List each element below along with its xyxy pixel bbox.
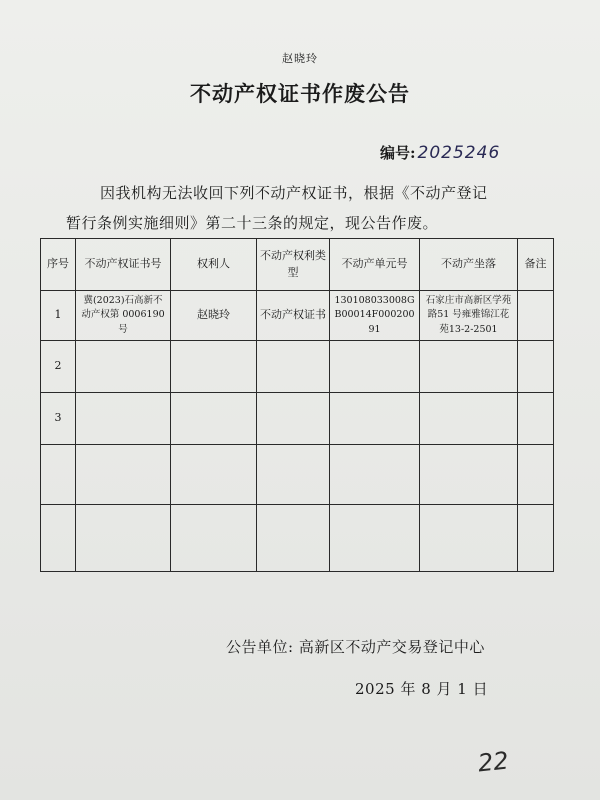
location-cell (420, 341, 518, 393)
unit-number-cell (330, 341, 420, 393)
intro-line-2: 暂行条例实施细则》第二十三条的规定，现公告作废。 (66, 214, 439, 232)
unit-number-cell (330, 393, 420, 445)
remark-cell (518, 393, 554, 445)
remark-cell (518, 341, 554, 393)
holder-cell (171, 445, 257, 505)
intro-line-1: 因我机构无法收回下列不动产权证书，根据《不动产登记 (100, 184, 488, 202)
right-type-cell (257, 445, 330, 505)
holder-cell (171, 393, 257, 445)
remark-cell (518, 445, 554, 505)
row-index: 1 (41, 291, 76, 341)
column-header: 序号 (41, 239, 76, 291)
table-row (41, 291, 554, 341)
column-header: 不动产权利类型 (257, 239, 330, 291)
column-header: 备注 (518, 239, 554, 291)
notice-number-label: 编号: (380, 144, 416, 162)
page-title: 不动产权证书作废公告 (190, 81, 410, 106)
issuing-unit: 公告单位: 高新区不动产交易登记中心 (226, 638, 485, 656)
location-cell: 石家庄市高新区学苑路51 号雍雅锦江花苑13-2-2501 (420, 291, 518, 341)
certificate-number-cell (76, 341, 171, 393)
certificate-number-cell (76, 445, 171, 505)
unit-number-cell: 130108033008GB00014F00020091 (330, 291, 420, 341)
unit-number-cell (330, 505, 420, 572)
location-cell (420, 505, 518, 572)
column-header: 不动产坐落 (420, 239, 518, 291)
holder-cell (171, 505, 257, 572)
table-row (41, 445, 554, 505)
row-index: 3 (41, 393, 76, 445)
right-type-cell (257, 505, 330, 572)
certificate-number-cell: 冀(2023)石高新不动产权第 0006190 号 (76, 291, 171, 341)
column-header: 不动产单元号 (330, 239, 420, 291)
handwritten-page-mark: 22 (476, 746, 510, 778)
unit-number-cell (330, 445, 420, 505)
right-type-cell (257, 393, 330, 445)
table-row (41, 505, 554, 572)
notice-number-value: 2025246 (417, 143, 501, 163)
certificate-number-cell (76, 505, 171, 572)
location-cell (420, 393, 518, 445)
table-row (41, 341, 554, 393)
table-header-row (41, 239, 554, 291)
holder-name-heading: 赵晓玲 (282, 52, 318, 65)
holder-cell: 赵晓玲 (171, 291, 257, 341)
notice-number (380, 142, 500, 163)
remark-cell (518, 505, 554, 572)
right-type-cell (257, 341, 330, 393)
table-row (41, 393, 554, 445)
issue-date: 2025 年 8 月 1 日 (355, 680, 489, 698)
column-header: 不动产权证书号 (76, 239, 171, 291)
certificate-table (40, 238, 554, 572)
column-header: 权利人 (171, 239, 257, 291)
row-index (41, 445, 76, 505)
right-type-cell: 不动产权证书 (257, 291, 330, 341)
remark-cell (518, 291, 554, 341)
holder-cell (171, 341, 257, 393)
location-cell (420, 445, 518, 505)
row-index (41, 505, 76, 572)
certificate-number-cell (76, 393, 171, 445)
row-index: 2 (41, 341, 76, 393)
